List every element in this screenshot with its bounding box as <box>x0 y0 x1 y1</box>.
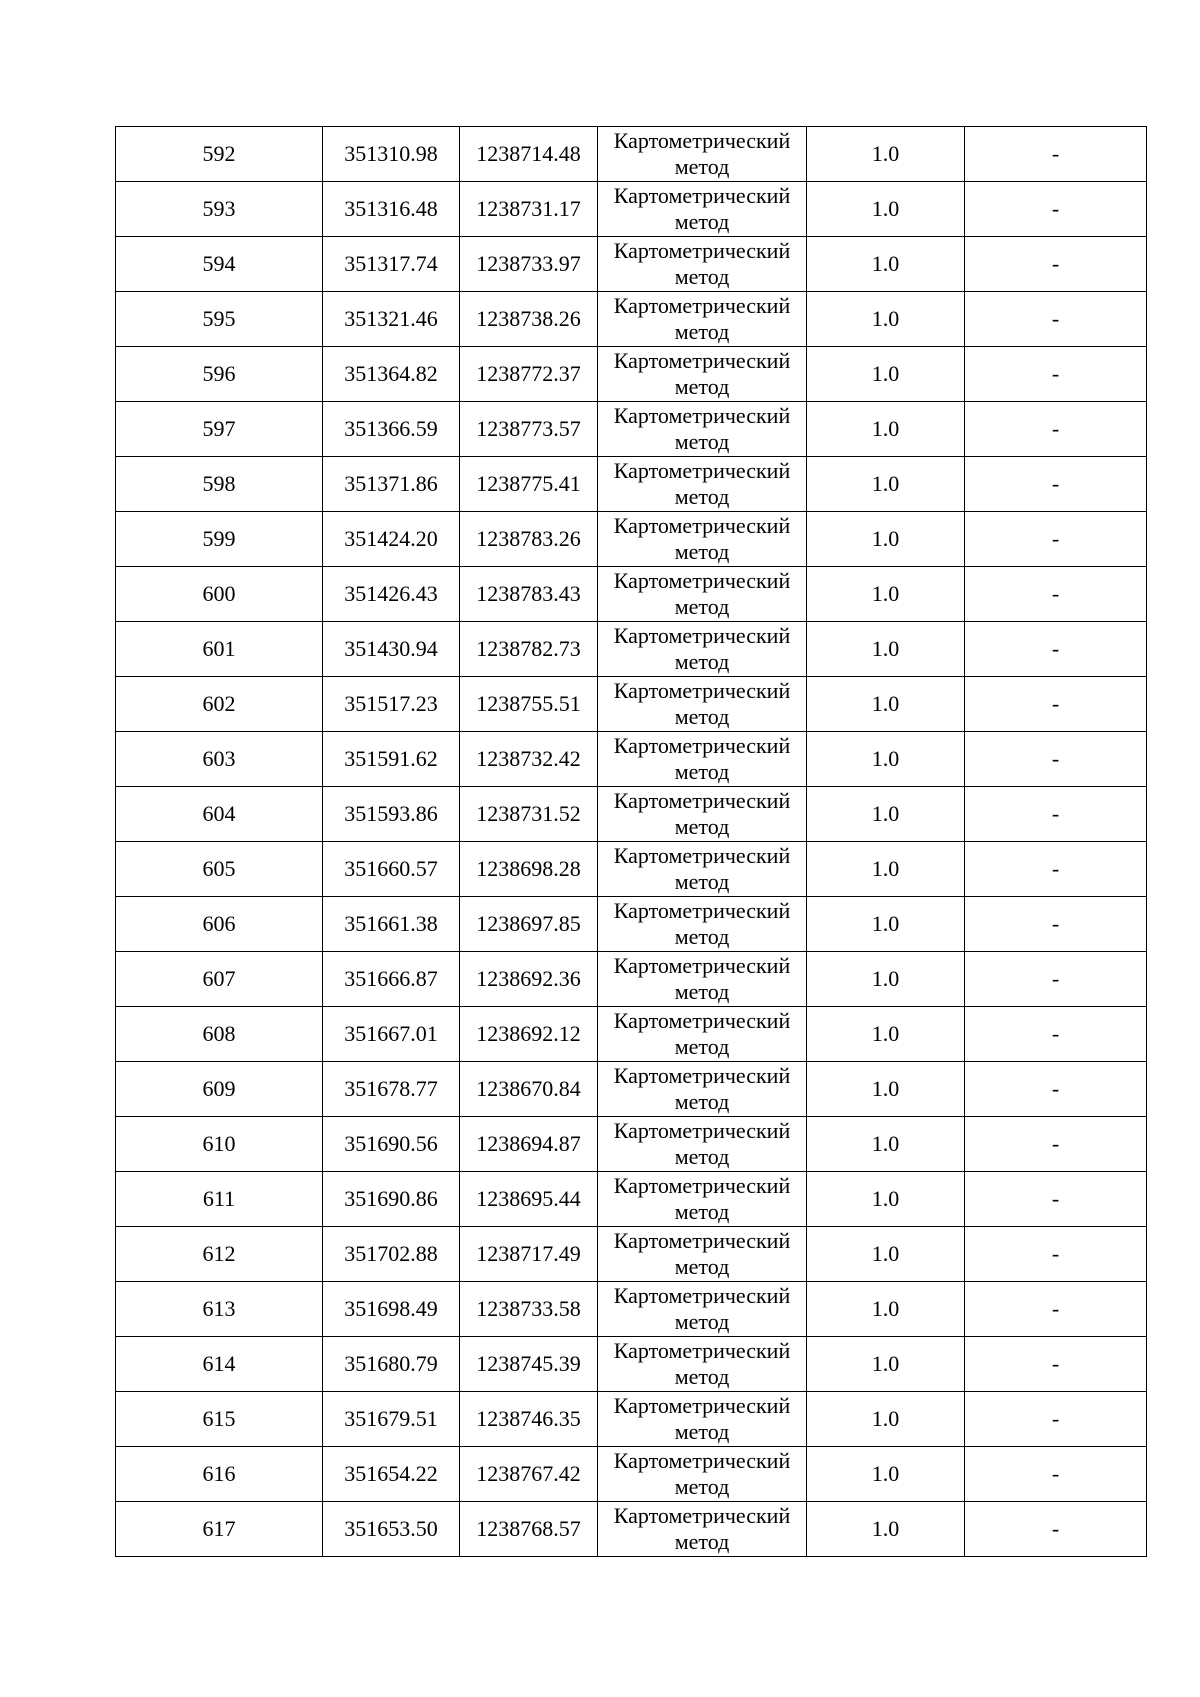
method-line-1: Картометрический <box>613 1503 791 1528</box>
accuracy-cell: 1.0 <box>807 182 965 237</box>
method-line-1: Картометрический <box>613 1228 791 1253</box>
accuracy-cell: 1.0 <box>807 842 965 897</box>
note-cell: - <box>965 237 1147 292</box>
x-coordinate-cell: 351690.86 <box>323 1172 460 1227</box>
table-row <box>116 1227 1147 1282</box>
point-number-cell: 594 <box>116 237 323 292</box>
accuracy-cell: 1.0 <box>807 1007 965 1062</box>
accuracy-cell: 1.0 <box>807 1117 965 1172</box>
point-number-cell: 606 <box>116 897 323 952</box>
x-coordinate-cell: 351653.50 <box>323 1502 460 1557</box>
table-row <box>116 1392 1147 1447</box>
method-line-1: Картометрический <box>613 458 791 483</box>
method-line-2: метод <box>674 759 730 784</box>
accuracy-cell: 1.0 <box>807 1447 965 1502</box>
method-line-1: Картометрический <box>613 348 791 373</box>
method-cell <box>598 622 807 677</box>
method-line-1: Картометрический <box>613 1283 791 1308</box>
method-line-1: Картометрический <box>613 953 791 978</box>
y-coordinate-cell: 1238694.87 <box>460 1117 598 1172</box>
table-row <box>116 622 1147 677</box>
method-line-1: Картометрический <box>613 1338 791 1363</box>
accuracy-cell: 1.0 <box>807 512 965 567</box>
method-line-1: Картометрический <box>613 843 791 868</box>
accuracy-cell: 1.0 <box>807 897 965 952</box>
x-coordinate-cell: 351426.43 <box>323 567 460 622</box>
method-cell <box>598 787 807 842</box>
accuracy-cell: 1.0 <box>807 402 965 457</box>
method-line-1: Картометрический <box>613 733 791 758</box>
table-row <box>116 1337 1147 1392</box>
method-cell <box>598 457 807 512</box>
point-number-cell: 603 <box>116 732 323 787</box>
accuracy-cell: 1.0 <box>807 1337 965 1392</box>
accuracy-cell: 1.0 <box>807 732 965 787</box>
method-cell <box>598 347 807 402</box>
note-cell: - <box>965 787 1147 842</box>
method-cell <box>598 182 807 237</box>
note-cell: - <box>965 1062 1147 1117</box>
note-cell: - <box>965 1447 1147 1502</box>
point-number-cell: 599 <box>116 512 323 567</box>
point-number-cell: 596 <box>116 347 323 402</box>
point-number-cell: 592 <box>116 127 323 182</box>
y-coordinate-cell: 1238767.42 <box>460 1447 598 1502</box>
x-coordinate-cell: 351702.88 <box>323 1227 460 1282</box>
coordinates-table <box>115 126 1147 1557</box>
note-cell: - <box>965 567 1147 622</box>
method-line-1: Картометрический <box>613 128 791 153</box>
point-number-cell: 615 <box>116 1392 323 1447</box>
method-line-1: Картометрический <box>613 1008 791 1033</box>
table-row <box>116 182 1147 237</box>
method-line-2: метод <box>674 1089 730 1114</box>
point-number-cell: 608 <box>116 1007 323 1062</box>
x-coordinate-cell: 351666.87 <box>323 952 460 1007</box>
method-line-2: метод <box>674 209 730 234</box>
method-line-2: метод <box>674 1529 730 1554</box>
method-line-2: метод <box>674 1364 730 1389</box>
x-coordinate-cell: 351667.01 <box>323 1007 460 1062</box>
method-line-2: метод <box>674 649 730 674</box>
y-coordinate-cell: 1238755.51 <box>460 677 598 732</box>
x-coordinate-cell: 351316.48 <box>323 182 460 237</box>
x-coordinate-cell: 351593.86 <box>323 787 460 842</box>
table-row <box>116 952 1147 1007</box>
table-row <box>116 237 1147 292</box>
note-cell: - <box>965 952 1147 1007</box>
method-line-1: Картометрический <box>613 403 791 428</box>
y-coordinate-cell: 1238733.58 <box>460 1282 598 1337</box>
x-coordinate-cell: 351660.57 <box>323 842 460 897</box>
point-number-cell: 593 <box>116 182 323 237</box>
x-coordinate-cell: 351679.51 <box>323 1392 460 1447</box>
accuracy-cell: 1.0 <box>807 127 965 182</box>
accuracy-cell: 1.0 <box>807 457 965 512</box>
table-row <box>116 677 1147 732</box>
accuracy-cell: 1.0 <box>807 1172 965 1227</box>
method-line-2: метод <box>674 154 730 179</box>
note-cell: - <box>965 897 1147 952</box>
point-number-cell: 595 <box>116 292 323 347</box>
point-number-cell: 605 <box>116 842 323 897</box>
x-coordinate-cell: 351680.79 <box>323 1337 460 1392</box>
point-number-cell: 597 <box>116 402 323 457</box>
method-cell <box>598 127 807 182</box>
x-coordinate-cell: 351690.56 <box>323 1117 460 1172</box>
point-number-cell: 604 <box>116 787 323 842</box>
method-cell <box>598 732 807 787</box>
table-row <box>116 1172 1147 1227</box>
method-line-2: метод <box>674 594 730 619</box>
x-coordinate-cell: 351371.86 <box>323 457 460 512</box>
method-cell <box>598 1392 807 1447</box>
method-line-2: метод <box>674 869 730 894</box>
method-line-1: Картометрический <box>613 788 791 813</box>
table-row <box>116 1007 1147 1062</box>
method-line-1: Картометрический <box>613 183 791 208</box>
x-coordinate-cell: 351321.46 <box>323 292 460 347</box>
table-row <box>116 127 1147 182</box>
note-cell: - <box>965 1502 1147 1557</box>
accuracy-cell: 1.0 <box>807 237 965 292</box>
note-cell: - <box>965 677 1147 732</box>
y-coordinate-cell: 1238692.36 <box>460 952 598 1007</box>
y-coordinate-cell: 1238697.85 <box>460 897 598 952</box>
x-coordinate-cell: 351661.38 <box>323 897 460 952</box>
point-number-cell: 611 <box>116 1172 323 1227</box>
method-line-1: Картометрический <box>613 1393 791 1418</box>
note-cell: - <box>965 1392 1147 1447</box>
y-coordinate-cell: 1238692.12 <box>460 1007 598 1062</box>
y-coordinate-cell: 1238775.41 <box>460 457 598 512</box>
note-cell: - <box>965 1172 1147 1227</box>
x-coordinate-cell: 351317.74 <box>323 237 460 292</box>
method-line-2: метод <box>674 1199 730 1224</box>
method-line-2: метод <box>674 704 730 729</box>
method-line-1: Картометрический <box>613 1173 791 1198</box>
method-line-2: метод <box>674 264 730 289</box>
accuracy-cell: 1.0 <box>807 1062 965 1117</box>
method-cell <box>598 1447 807 1502</box>
method-cell <box>598 677 807 732</box>
method-cell <box>598 1007 807 1062</box>
table-row <box>116 402 1147 457</box>
method-cell <box>598 1227 807 1282</box>
note-cell: - <box>965 402 1147 457</box>
y-coordinate-cell: 1238782.73 <box>460 622 598 677</box>
x-coordinate-cell: 351424.20 <box>323 512 460 567</box>
method-line-2: метод <box>674 374 730 399</box>
note-cell: - <box>965 127 1147 182</box>
y-coordinate-cell: 1238773.57 <box>460 402 598 457</box>
method-line-2: метод <box>674 484 730 509</box>
x-coordinate-cell: 351430.94 <box>323 622 460 677</box>
point-number-cell: 614 <box>116 1337 323 1392</box>
table-row <box>116 842 1147 897</box>
note-cell: - <box>965 512 1147 567</box>
coordinates-table-body <box>116 127 1147 1557</box>
accuracy-cell: 1.0 <box>807 1282 965 1337</box>
method-cell <box>598 1172 807 1227</box>
point-number-cell: 600 <box>116 567 323 622</box>
method-line-2: метод <box>674 1254 730 1279</box>
point-number-cell: 601 <box>116 622 323 677</box>
note-cell: - <box>965 1227 1147 1282</box>
y-coordinate-cell: 1238783.43 <box>460 567 598 622</box>
method-line-2: метод <box>674 319 730 344</box>
note-cell: - <box>965 842 1147 897</box>
method-cell <box>598 402 807 457</box>
note-cell: - <box>965 292 1147 347</box>
table-row <box>116 457 1147 512</box>
x-coordinate-cell: 351678.77 <box>323 1062 460 1117</box>
point-number-cell: 607 <box>116 952 323 1007</box>
point-number-cell: 610 <box>116 1117 323 1172</box>
table-row <box>116 732 1147 787</box>
note-cell: - <box>965 457 1147 512</box>
method-cell <box>598 952 807 1007</box>
method-line-1: Картометрический <box>613 678 791 703</box>
method-cell <box>598 567 807 622</box>
note-cell: - <box>965 347 1147 402</box>
table-row <box>116 512 1147 567</box>
x-coordinate-cell: 351591.62 <box>323 732 460 787</box>
y-coordinate-cell: 1238732.42 <box>460 732 598 787</box>
table-row <box>116 347 1147 402</box>
table-row <box>116 292 1147 347</box>
accuracy-cell: 1.0 <box>807 952 965 1007</box>
table-row <box>116 567 1147 622</box>
method-line-2: метод <box>674 1474 730 1499</box>
method-line-1: Картометрический <box>613 898 791 923</box>
method-cell <box>598 1117 807 1172</box>
y-coordinate-cell: 1238768.57 <box>460 1502 598 1557</box>
x-coordinate-cell: 351517.23 <box>323 677 460 732</box>
table-row <box>116 1502 1147 1557</box>
accuracy-cell: 1.0 <box>807 677 965 732</box>
x-coordinate-cell: 351366.59 <box>323 402 460 457</box>
table-row <box>116 897 1147 952</box>
accuracy-cell: 1.0 <box>807 347 965 402</box>
method-line-2: метод <box>674 429 730 454</box>
method-line-2: метод <box>674 1144 730 1169</box>
y-coordinate-cell: 1238714.48 <box>460 127 598 182</box>
method-line-1: Картометрический <box>613 568 791 593</box>
x-coordinate-cell: 351654.22 <box>323 1447 460 1502</box>
point-number-cell: 617 <box>116 1502 323 1557</box>
point-number-cell: 613 <box>116 1282 323 1337</box>
method-line-1: Картометрический <box>613 1063 791 1088</box>
point-number-cell: 609 <box>116 1062 323 1117</box>
y-coordinate-cell: 1238738.26 <box>460 292 598 347</box>
accuracy-cell: 1.0 <box>807 567 965 622</box>
method-cell <box>598 512 807 567</box>
accuracy-cell: 1.0 <box>807 1392 965 1447</box>
note-cell: - <box>965 1117 1147 1172</box>
y-coordinate-cell: 1238772.37 <box>460 347 598 402</box>
y-coordinate-cell: 1238783.26 <box>460 512 598 567</box>
accuracy-cell: 1.0 <box>807 1502 965 1557</box>
y-coordinate-cell: 1238731.17 <box>460 182 598 237</box>
table-row <box>116 787 1147 842</box>
method-line-2: метод <box>674 814 730 839</box>
method-line-1: Картометрический <box>613 623 791 648</box>
y-coordinate-cell: 1238670.84 <box>460 1062 598 1117</box>
y-coordinate-cell: 1238717.49 <box>460 1227 598 1282</box>
point-number-cell: 616 <box>116 1447 323 1502</box>
method-cell <box>598 1062 807 1117</box>
table-row <box>116 1447 1147 1502</box>
note-cell: - <box>965 732 1147 787</box>
point-number-cell: 602 <box>116 677 323 732</box>
method-line-1: Картометрический <box>613 1118 791 1143</box>
method-line-1: Картометрический <box>613 293 791 318</box>
method-line-2: метод <box>674 1309 730 1334</box>
method-line-2: метод <box>674 539 730 564</box>
method-line-1: Картометрический <box>613 1448 791 1473</box>
point-number-cell: 612 <box>116 1227 323 1282</box>
method-cell <box>598 1502 807 1557</box>
method-cell <box>598 292 807 347</box>
x-coordinate-cell: 351698.49 <box>323 1282 460 1337</box>
accuracy-cell: 1.0 <box>807 292 965 347</box>
point-number-cell: 598 <box>116 457 323 512</box>
accuracy-cell: 1.0 <box>807 1227 965 1282</box>
method-line-2: метод <box>674 979 730 1004</box>
method-cell <box>598 237 807 292</box>
y-coordinate-cell: 1238733.97 <box>460 237 598 292</box>
table-row <box>116 1062 1147 1117</box>
note-cell: - <box>965 1282 1147 1337</box>
x-coordinate-cell: 351364.82 <box>323 347 460 402</box>
note-cell: - <box>965 1007 1147 1062</box>
y-coordinate-cell: 1238698.28 <box>460 842 598 897</box>
method-cell <box>598 842 807 897</box>
accuracy-cell: 1.0 <box>807 622 965 677</box>
note-cell: - <box>965 182 1147 237</box>
method-line-2: метод <box>674 1034 730 1059</box>
note-cell: - <box>965 622 1147 677</box>
method-cell <box>598 897 807 952</box>
table-row <box>116 1282 1147 1337</box>
method-cell <box>598 1337 807 1392</box>
table-row <box>116 1117 1147 1172</box>
method-cell <box>598 1282 807 1337</box>
y-coordinate-cell: 1238731.52 <box>460 787 598 842</box>
note-cell: - <box>965 1337 1147 1392</box>
method-line-2: метод <box>674 1419 730 1444</box>
y-coordinate-cell: 1238746.35 <box>460 1392 598 1447</box>
y-coordinate-cell: 1238695.44 <box>460 1172 598 1227</box>
y-coordinate-cell: 1238745.39 <box>460 1337 598 1392</box>
method-line-1: Картометрический <box>613 513 791 538</box>
x-coordinate-cell: 351310.98 <box>323 127 460 182</box>
method-line-2: метод <box>674 924 730 949</box>
accuracy-cell: 1.0 <box>807 787 965 842</box>
method-line-1: Картометрический <box>613 238 791 263</box>
